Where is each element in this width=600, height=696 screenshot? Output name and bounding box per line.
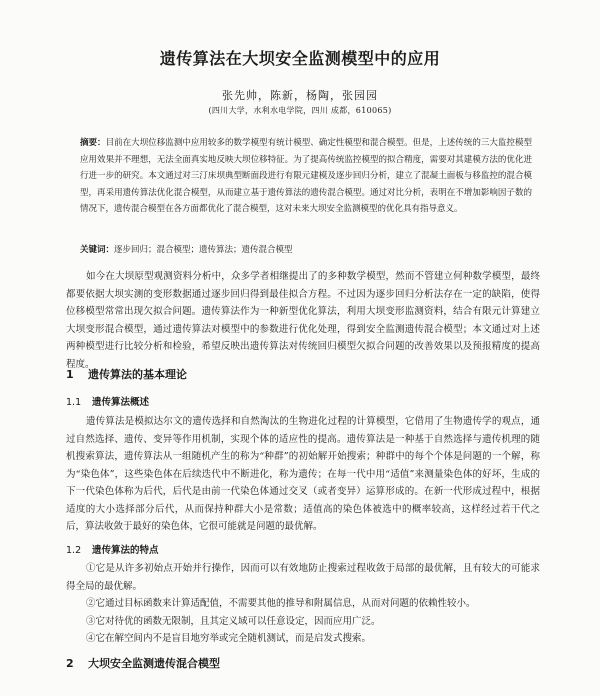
section-2-title: 大坝安全监测遗传混合模型 [88, 657, 220, 670]
affiliation: (四川大学，水利水电学院，四川 成都，610065) [208, 106, 392, 115]
list-item: ①它是从许多初始点开始并行操作，因而可以有效地防止搜索过程收敛于局部的最优解，且有较大的可能求得全局的最优解。 [66, 563, 540, 592]
abstract-text: 目前在大坝位移监测中应用较多的数学模型有统计模型、确定性模型和混合模型。但是，上述传统的三大监控模型应用效果并不理想，无法全面真实地反映大坝位移特征。为了提高传统监控模型的拟合精度，需要对其建模方法的优化进行进一步的研究。本文通过对三汀床坝典型断面段进行有限元建模及逐步回归分析，建立了混凝土面板与移监控的混合模型，再采用遗传算法优化混合模型，从而建立基于遗传算法的遗传混合模型。通过对比分析，表明在不增加影响因子数的情况下，遗传混合模型在各方面都优化了混合模型，这对未来大坝安全监测模型的优化具有指导意义。 [80, 138, 532, 214]
section-1-1-number: 1.1 [66, 397, 82, 408]
section-1-number: 1 [66, 368, 74, 381]
intro-paragraph: 如今在大坝原型观测资料分析中，众多学者相继提出了的多种数学模型，然而不管建立何种数学模型，最终都要依据大坝实测的变形数据通过逐步回归得到最佳拟合方程。不过因为逐步回归分析法存在一定的缺陷，使得位移模型常常出现欠拟合问题。遗传算法作为一种新型优化算法，利用大坝变形监测资料，结合有限元计算建立大坝变形混合模型，通过遗传算法对模型中的参数进行优化处理，得到安全监测遗传混合模型；本文通过对上述两种模型进行比较分析和检验，希望反映出遗传算法对传统回归模型欠拟合问题的改善效果以及预报精度的提高程度。 [66, 271, 540, 370]
section-1-1-heading [66, 394, 149, 408]
abstract [80, 135, 532, 218]
list-item: ④它在解空间内不是盲目地穷举或完全随机测试，而是启发式搜索。 [86, 633, 372, 644]
section-1-2-title: 遗传算法的特点 [92, 545, 159, 556]
abstract-label: 摘要： [80, 138, 106, 148]
section-1-2-heading [66, 542, 159, 556]
section-1-1-title: 遗传算法概述 [92, 397, 150, 408]
keywords-label: 关键词： [80, 245, 115, 255]
section-1-title: 遗传算法的基本理论 [88, 368, 187, 381]
keywords-text: 逐步回归；混合模型；遗传算法；遗传混合模型 [114, 245, 293, 255]
section-2-number: 2 [66, 657, 74, 670]
section-1-2-list [66, 560, 540, 648]
list-item: ②它通过目标函数来计算适配值，不需要其他的推导和附属信息，从而对问题的依赖性较小。 [86, 598, 476, 609]
section-1-2-number: 1.2 [66, 545, 82, 556]
section-1-1-paragraph: 遗传算法是模拟达尔文的遗传选择和自然淘汰的生物进化过程的计算模型，它借用了生物遗传学的观点，通过自然选择、遗传、变异等作用机制，实现个体的适应性的提高。遗传算法是一种基于自然选择与遗传机理的随机搜索算法，遗传算法从一组随机产生的称为“种群”的初始解开始搜索；种群中的每个个体是问题的一个解，称为“染色体”，这些染色体在后续迭代中不断进化，称为遗传；在每一代中用“适值”来测量染色体的好坏，生成的下一代染色体称为后代，后代是由前一代染色体通过交叉（或者变异）运算形成的。在新一代形成过程中，根据适度的大小选择部分后代，从而保持种群大小是常数；适值高的染色体被选中的概率较高，这样经过若干代之后，算法收敛于最好的染色体，它很可能就是问题的最优解。 [66, 416, 540, 532]
keywords [80, 243, 532, 257]
authors: 张先帅，陈新，杨陶，张园园 [222, 89, 378, 102]
section-2-heading [66, 655, 220, 671]
paper-title: 遗传算法在大坝安全监测模型中的应用 [159, 49, 441, 68]
list-item: ③它对待优的函数无限制，且其定义域可以任意设定，因而应用广泛。 [86, 615, 381, 627]
section-1-heading [66, 366, 187, 382]
